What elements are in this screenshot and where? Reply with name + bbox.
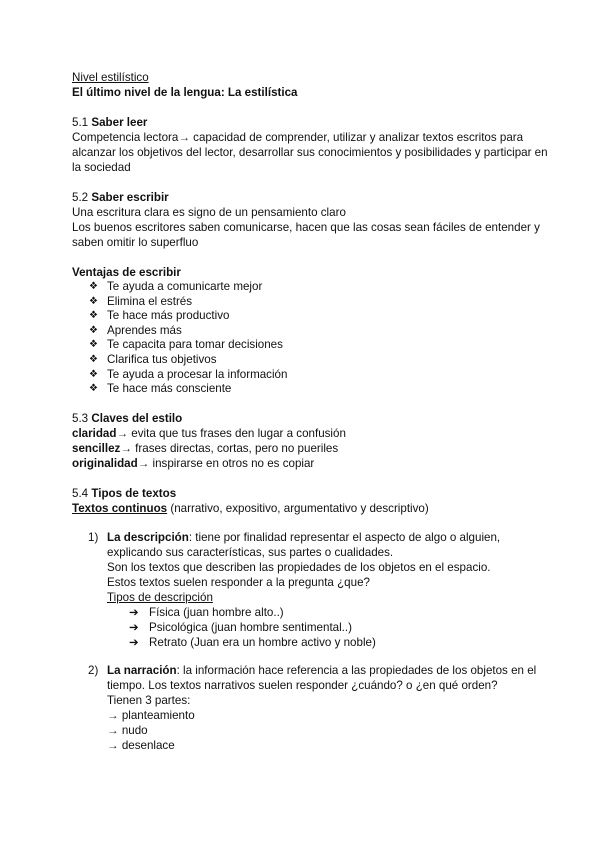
- arrow-bullet-icon: ➔: [129, 605, 139, 619]
- paragraph-line: Una escritura clara es signo de un pensamiento claro: [72, 206, 346, 219]
- arrow-bullet-icon: ➔: [129, 635, 139, 649]
- item-term: La narración: [107, 663, 177, 677]
- paragraph-line: Tienen 3 partes:: [107, 693, 191, 707]
- heading-number: 5.3: [72, 411, 89, 425]
- style-key: [72, 426, 542, 441]
- style-key-term: sencillez: [72, 441, 121, 455]
- style-key-term: originalidad: [72, 456, 138, 470]
- numbered-item-narracion: [72, 663, 542, 753]
- list-item: ❖ Te ayuda a comunicarte mejor: [89, 280, 263, 293]
- style-key-text: → evita que tus frases den lugar a confusión: [116, 426, 346, 440]
- heading-5-4: [72, 486, 542, 501]
- heading-5-2: [72, 190, 542, 205]
- numbered-item-descripcion: [72, 530, 542, 650]
- heading-5-3: [72, 411, 542, 426]
- item-term: La descripción: [107, 530, 189, 544]
- heading-text: Claves del estilo: [91, 411, 183, 425]
- diamond-bullet-icon: ❖: [89, 353, 98, 365]
- document-body: [72, 70, 548, 753]
- diamond-bullet-icon: ❖: [89, 310, 98, 322]
- heading-number: 5.4: [72, 486, 89, 500]
- list-item: ❖ Te capacita para tomar decisiones: [89, 338, 283, 352]
- subheading-textos-continuos: [72, 501, 542, 516]
- ventajas-list: [72, 280, 542, 397]
- heading-5-1: [72, 115, 542, 130]
- style-key-term: claridad: [72, 426, 117, 440]
- diamond-bullet-icon: ❖: [89, 295, 98, 307]
- paragraph-line: → nudo: [107, 723, 148, 737]
- heading-number: 5.2: [72, 191, 89, 204]
- paragraph-line: → desenlace: [107, 738, 175, 752]
- item-text: : tiene por finalidad representar el aspecto de algo o alguien,: [188, 530, 501, 544]
- paragraph-line: Son los textos que describen las propiedades de los objetos en el espacio.: [107, 560, 491, 574]
- list-item: ➔ Física (juan hombre alto..): [129, 605, 284, 619]
- heading-number: 5.1: [72, 116, 89, 129]
- heading-text: Saber leer: [91, 116, 148, 129]
- document-title: El último nivel de la lengua: La estilística: [72, 86, 298, 99]
- diamond-bullet-icon: ❖: [89, 339, 98, 351]
- item-number: 2): [88, 663, 99, 677]
- heading-text: Saber escribir: [91, 191, 169, 204]
- style-key: [72, 441, 542, 456]
- item-text: : la información hace referencia a las propiedades de los objetos en el: [176, 663, 537, 677]
- types-heading: Tipos de descripción: [107, 590, 213, 604]
- section-label: Nivel estilístico: [72, 71, 149, 84]
- list-item: ❖ Te hace más productivo: [89, 309, 230, 323]
- list-item: ❖ Aprendes más: [89, 323, 182, 337]
- paragraph-line: → planteamiento: [107, 708, 195, 722]
- list-item: ➔ Psicológica (juan hombre sentimental..): [129, 620, 352, 634]
- subheading-text: Textos continuos: [72, 501, 168, 515]
- paragraph-line: Estos textos suelen responder a la pregunta ¿que?: [107, 575, 370, 589]
- diamond-bullet-icon: ❖: [89, 368, 98, 380]
- diamond-bullet-icon: ❖: [89, 324, 98, 336]
- list-item: ❖ Te hace más consciente: [89, 382, 232, 396]
- ventajas-heading: Ventajas de escribir: [72, 266, 181, 279]
- style-key-text: → inspirarse en otros no es copiar: [137, 456, 315, 470]
- style-key: [72, 456, 542, 471]
- paragraph-line: tiempo. Los textos narrativos suelen responder ¿cuándo? o ¿en qué orden?: [107, 678, 498, 692]
- list-item: ❖ Elimina el estrés: [89, 294, 193, 308]
- heading-text: Tipos de textos: [91, 486, 177, 500]
- paragraph-line: saben omitir lo superfluo: [72, 236, 199, 249]
- diamond-bullet-icon: ❖: [89, 281, 98, 292]
- list-item: ❖ Te ayuda a procesar la información: [89, 367, 288, 381]
- paragraph-line: Los buenos escritores saben comunicarse, hacen que las cosas sean fáciles de entender y: [72, 221, 540, 234]
- paragraph-line: la sociedad: [72, 161, 131, 174]
- list-item: ➔ Retrato (Juan era un hombre activo y noble): [129, 635, 376, 649]
- style-key-text: → frases directas, cortas, pero no pueriles: [120, 441, 339, 455]
- list-item: ❖ Clarifica tus objetivos: [89, 352, 217, 366]
- subheading-note: (narrativo, expositivo, argumentativo y descriptivo): [167, 501, 429, 515]
- paragraph-line: Competencia lectora→ capacidad de comprender, utilizar y analizar textos escritos para: [72, 131, 524, 144]
- types-list: [107, 605, 542, 650]
- item-number: 1): [88, 530, 99, 544]
- arrow-bullet-icon: ➔: [129, 620, 139, 634]
- paragraph-line: explicando sus características, sus partes o cualidades.: [107, 545, 394, 559]
- paragraph-line: alcanzar los objetivos del lector, desarrollar sus conocimientos y posibilidades y participar en: [72, 146, 548, 159]
- diamond-bullet-icon: ❖: [89, 383, 98, 395]
